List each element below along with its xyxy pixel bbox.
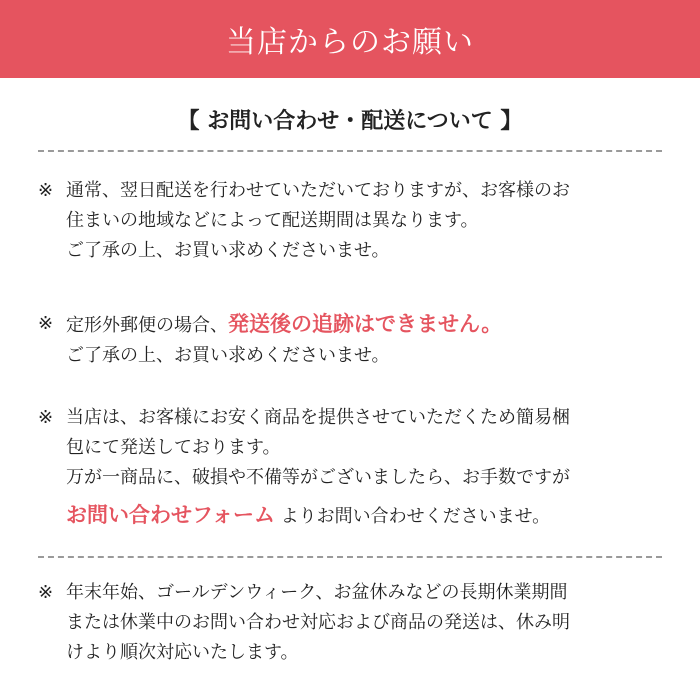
reference-mark: ※ xyxy=(38,313,54,334)
no-tracking-warning: 発送後の追跡はできません。 xyxy=(228,312,503,336)
page-title: 当店からのお願い xyxy=(226,25,474,60)
note-text-prefix: 定形外郵便の場合、 xyxy=(66,315,228,336)
header-banner xyxy=(0,0,700,78)
note-shipping-schedule xyxy=(38,176,662,266)
note-packaging xyxy=(38,403,662,533)
note-text: または休業中のお問い合わせ対応および商品の発送は、休み明 xyxy=(66,612,570,633)
note-text: 当店は、お客様にお安く商品を提供させていただくため簡易梱 xyxy=(66,407,570,428)
note-non-standard-mail xyxy=(38,307,662,371)
section-title: 【 お問い合わせ・配送について 】 xyxy=(177,109,523,134)
reference-mark: ※ xyxy=(38,407,54,428)
note-holiday-closure xyxy=(38,578,662,668)
note-text-suffix: よりお問い合わせくださいませ。 xyxy=(280,506,551,527)
reference-mark: ※ xyxy=(38,180,54,201)
note-text xyxy=(66,497,550,535)
note-text: 包にて発送しております。 xyxy=(66,437,281,458)
note-text: ご了承の上、お買い求めくださいませ。 xyxy=(66,345,390,366)
note-text xyxy=(66,307,502,343)
divider-top xyxy=(38,150,662,152)
note-text: けより順次対応いたします。 xyxy=(66,642,299,663)
note-text: 万が一商品に、破損や不備等がございましたら、お手数ですが xyxy=(66,467,570,488)
reference-mark: ※ xyxy=(38,582,54,603)
note-text: ご了承の上、お買い求めくださいませ。 xyxy=(66,240,390,261)
note-text: 通常、翌日配送を行わせていただいておりますが、お客様のお xyxy=(66,180,570,201)
note-text: 年末年始、ゴールデンウィーク、お盆休みなどの長期休業期間 xyxy=(66,582,568,603)
note-text: 住まいの地域などによって配送期間は異なります。 xyxy=(66,210,479,231)
contact-form-link[interactable]: お問い合わせフォーム xyxy=(66,503,275,527)
divider-bottom xyxy=(38,556,662,558)
